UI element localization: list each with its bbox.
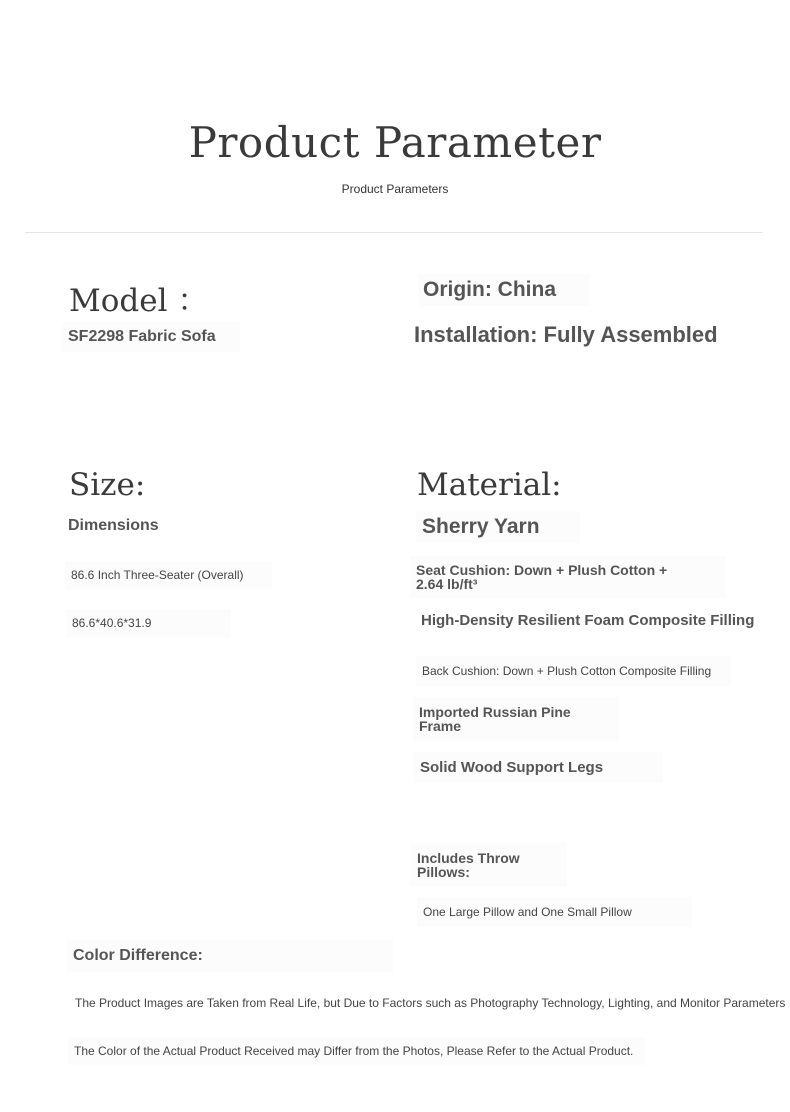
size-line-dimensions: 86.6*40.6*31.9 (66, 609, 231, 637)
installation-text: Installation: Fully Assembled (414, 322, 718, 347)
size-line-overall: 86.6 Inch Three-Seater (Overall) (65, 561, 272, 589)
color-difference-line-1: The Product Images are Taken from Real Life, but Due to Factors such as Photography Technology, Lighting, and Monitor Parameters (75, 996, 786, 1010)
material-legs: Solid Wood Support Legs (414, 752, 663, 783)
origin-text: Origin: China (418, 274, 590, 306)
color-difference-heading: Color Difference: (67, 940, 393, 972)
material-foam-filling: High-Density Resilient Foam Composite Filling (421, 612, 755, 629)
divider (25, 232, 763, 233)
model-heading: Model ： (69, 283, 209, 319)
material-fabric: Sherry Yarn (416, 511, 580, 543)
size-heading: Size: (69, 467, 146, 503)
material-frame: Imported Russian Pine Frame (413, 697, 619, 741)
size-label: Dimensions (68, 517, 159, 534)
pillows-value: One Large Pillow and One Small Pillow (417, 897, 692, 927)
page-title: Product Parameter (188, 118, 602, 167)
model-value: SF2298 Fabric Sofa (62, 322, 240, 352)
material-seat-cushion: Seat Cushion: Down + Plush Cotton + 2.64 lb/ft³ (410, 556, 726, 598)
pillows-label: Includes Throw Pillows: (411, 843, 567, 887)
material-back-cushion: Back Cushion: Down + Plush Cotton Composite Filling (416, 656, 731, 686)
color-difference-line-2: The Color of the Actual Product Received may Differ from the Photos, Please Refer to the Actual Product. (68, 1037, 645, 1065)
material-heading: Material: (417, 467, 562, 503)
page-subtitle: Product Parameters (341, 182, 449, 196)
